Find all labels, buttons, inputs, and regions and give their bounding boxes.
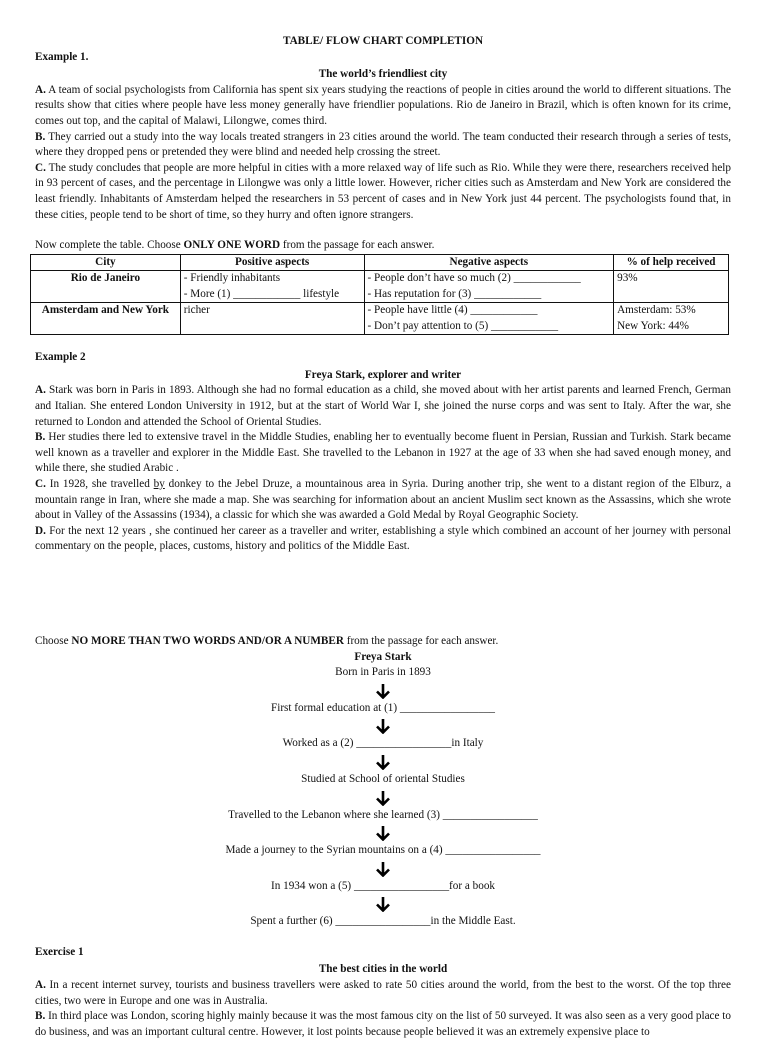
page-heading: TABLE/ FLOW CHART COMPLETION — [282, 35, 484, 47]
arrow-down-icon — [374, 896, 392, 912]
flow-step: Travelled to the Lebanon where she learned (3) _________________ — [228, 808, 538, 821]
example2-paragraph-c: C. In 1928, she travelled by donkey to the Jebel Druze, a mountainous area in Syria. During another trip, she went to a distant region of the Elburz, a mountain range in Iran, where she made a map. She was searching for information about an ancient Muslim sect known as the Assassins, which she wrote about in Valley of the Assassins (1934), a classic for which she was awarded a Gold Medal by Royal Geographic Society. — [35, 477, 731, 522]
example1-paragraph-a: A. A team of social psychologists from California has spent six years studying the reactions of people in cities around the world to different situations. The results show that cities where people have less money generally have friendlier populations. Rio de Janeiro in Brazil, which is often known for its crime, comes out top, and the capital of Malawi, Lilongwe, comes third. — [35, 83, 731, 127]
flow-step: In 1934 won a (5) _________________for a book — [270, 879, 496, 892]
flow-step: Made a journey to the Syrian mountains on a (4) _________________ — [225, 844, 541, 857]
arrow-down-icon — [374, 718, 392, 734]
example2-title: Freya Stark, explorer and writer — [304, 368, 462, 381]
flow-chart-title: Freya Stark — [354, 650, 412, 663]
negative-cell: - People don’t have so much (2) ____________ - Has reputation for (3) ____________ — [364, 271, 614, 303]
flow-chart — [35, 650, 731, 930]
example2-paragraph-a: A. Stark was born in Paris in 1893. Although she had no formal education as a child, she moved about with her artist parents and learned French, German and Italian. She entered London University in 1912, but at the start of World War I, she joined the nurse corps and was sent to Italy. After the war, she returned to London and attended the School of Oriental Studies. — [35, 384, 731, 428]
example1-label: Example 1. — [35, 50, 89, 63]
exercise1-title: The best cities in the world — [318, 963, 448, 976]
arrow-down-icon — [374, 861, 392, 877]
city-cell: Rio de Janeiro — [31, 271, 181, 303]
table-row — [31, 271, 729, 303]
positive-cell: - Friendly inhabitants - More (1) ____________ lifestyle — [180, 271, 364, 303]
example1-title: The world’s friendliest city — [318, 68, 448, 81]
completion-table — [30, 254, 729, 336]
document-page — [35, 34, 731, 1040]
flow-step: Studied at School of oriental Studies — [301, 772, 465, 785]
example2-paragraph-d: D. For the next 12 years , she continued her career as a traveller and writer, establishing a style which combined an account of her journey with personal commentary on the people, places, customs, history and politics of the Middle East. — [35, 524, 731, 553]
arrow-down-icon — [374, 683, 392, 699]
exercise1-paragraph-a: A. In a recent internet survey, tourists and business travellers were asked to rate 50 cities around the world, from the best to the worst. Of the top three cities, two were in Europe and one was in Australia. — [35, 979, 731, 1007]
arrow-down-icon — [374, 790, 392, 806]
positive-cell: richer — [180, 303, 364, 335]
table-row — [31, 303, 729, 335]
exercise1-paragraph-b: B. In third place was London, scoring highly mainly because it was the most famous city on the list of 50 surveyed. It was also seen as a very good place to do business, and was an important cultural centre. However, it lost points because people believed it was an extremely expensive place to — [35, 1010, 731, 1038]
example2-instruction: Choose NO MORE THAN TWO WORDS AND/OR A NUMBER from the passage for each answer. — [35, 634, 499, 647]
column-header: % of help received — [614, 254, 729, 271]
example1-paragraph-b: B. They carried out a study into the way locals treated strangers in 23 cities around the world. The team conducted their research through a series of tests, where they dropped pens or pretended they were blind and needed help crossing the street. — [35, 130, 731, 159]
arrow-down-icon — [374, 825, 392, 841]
column-header: Negative aspects — [364, 254, 614, 271]
column-header: City — [31, 254, 181, 271]
arrow-down-icon — [374, 754, 392, 770]
negative-cell: - People have little (4) ____________ - Don’t pay attention to (5) ____________ — [364, 303, 614, 335]
flow-step: Born in Paris in 1893 — [335, 666, 431, 679]
city-cell: Amsterdam and New York — [31, 303, 181, 335]
exercise1-label: Exercise 1 — [35, 945, 84, 958]
flow-step: First formal education at (1) _________________ — [270, 701, 496, 714]
help-cell: Amsterdam: 53% New York: 44% — [614, 303, 729, 335]
column-header: Positive aspects — [180, 254, 364, 271]
example1-paragraph-c: C. The study concludes that people are more helpful in cities with a more relaxed way of life such as Rio. While they were there, researchers received help in 93 percent of cases, and the percentage in Lilongwe was only a little lower. However, richer cities such as Amsterdam and New York are considered the least friendly. Inhabitants of Amsterdam helped the researchers in 53 percent of cases and in New York just 44 percent. The psychologists found that, in these cities, people tend to be short of time, so they hurry and often ignore strangers. — [35, 161, 731, 221]
example2-label: Example 2 — [35, 351, 86, 364]
example1-instruction: Now complete the table. Choose ONLY ONE WORD from the passage for each answer. — [35, 239, 435, 252]
example2-paragraph-b: B. Her studies there led to extensive travel in the Middle Studies, enabling her to eventually become fluent in Persian, Russian and Turkish. Stark became well known as a traveller and explorer in the Middle East. She travelled to the Lebanon in 1927 at the age of 33 when she had saved enough money, and while there, she studied Arabic . — [35, 431, 731, 475]
table-header-row — [31, 254, 729, 271]
flow-step: Worked as a (2) _________________in Italy — [282, 737, 484, 750]
flow-step: Spent a further (6) _________________in the Middle East. — [250, 915, 516, 928]
help-cell: 93% — [614, 271, 729, 303]
